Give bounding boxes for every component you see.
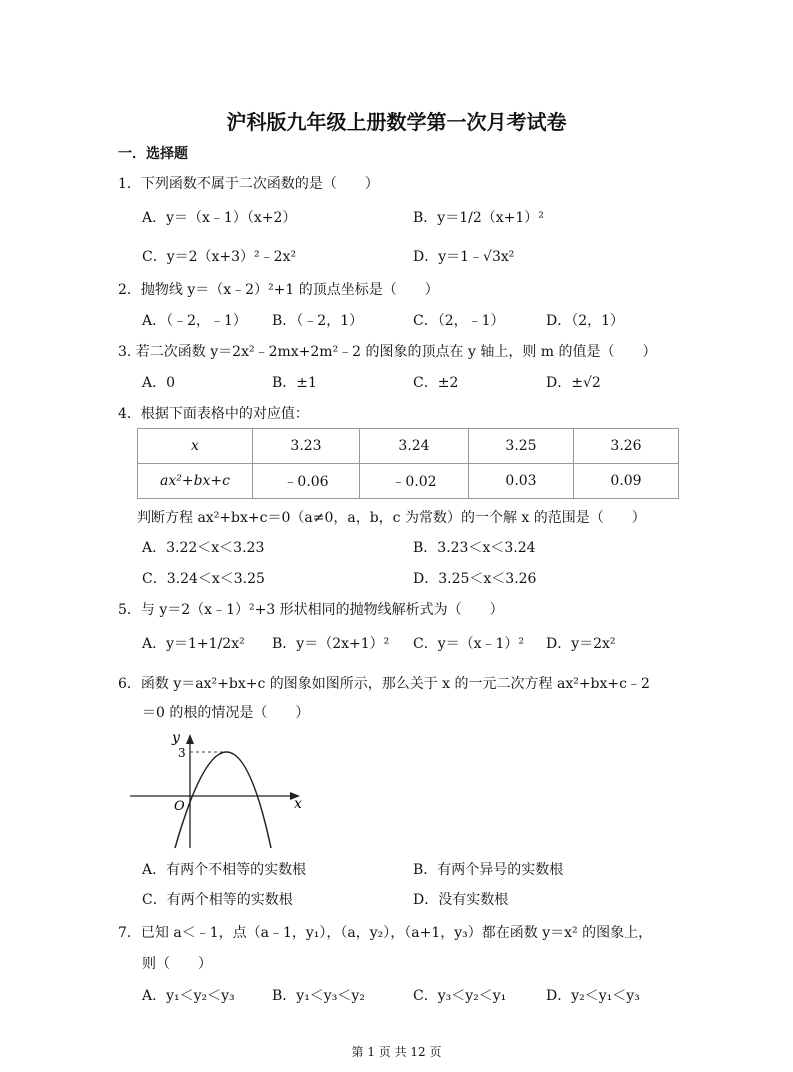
q3-option-b: B．±1 [272,375,317,391]
q2-option-a: A．（﹣2，﹣1） [142,313,247,329]
parabola-graph [130,730,310,850]
table-cell: 3.26 [574,429,679,464]
q1-stem: 1．下列函数不属于二次函数的是（ ） [118,176,379,192]
table-cell: 0.03 [469,464,574,499]
q3-option-d: D．±√2 [546,375,601,391]
q1-option-c: C．y＝2（x+3）²﹣2x² [142,249,297,265]
section-heading: 一．选择题 [118,146,188,162]
q5-option-d: D．y＝2x² [546,636,616,652]
q6-option-b: B．有两个异号的实数根 [413,862,564,878]
table-cell: 3.25 [469,429,574,464]
value-table [137,428,679,499]
q4-option-d: D．3.25＜x＜3.26 [413,571,537,587]
table-cell: x [138,429,253,464]
q5-option-b: B．y＝（2x+1）² [272,636,390,652]
q7-option-d: D．y₂＜y₁＜y₃ [546,988,640,1004]
q5-option-a: A．y＝1+1/2x² [142,636,245,652]
q7-stem-line1: 7．已知 a＜﹣1，点（a﹣1，y₁），（a，y₂），（a+1，y₃）都在函数 y＝x² 的图象上， [118,925,653,941]
q4-judge: 判断方程 ax²+bx+c＝0（a≠0，a，b，c 为常数）的一个解 x 的范围是（ ） [137,510,646,526]
q6-option-c: C．有两个相等的实数根 [142,892,293,908]
q1-option-d: D．y＝1﹣√3x² [413,249,515,265]
q3-option-c: C．±2 [413,375,459,391]
table-cell: ax²+bx+c [138,464,253,499]
q6-stem-line1: 6．函数 y＝ax²+bx+c 的图象如图所示，那么关于 x 的一元二次方程 ax²+bx+c﹣2 [118,676,650,692]
q3-option-a: A．0 [142,375,176,391]
q4-stem: 4．根据下面表格中的对应值： [118,406,309,422]
q5-option-c: C．y＝（x﹣1）² [413,636,525,652]
q3-stem: 3. 若二次函数 y＝2x²﹣2mx+2m²﹣2 的图象的顶点在 y 轴上，则 m 的值是（ ） [118,344,657,360]
q1-option-b: B．y＝1/2（x+1）² [413,210,544,226]
q2-option-c: C．（2，﹣1） [413,313,505,329]
q7-option-b: B．y₁＜y₃＜y₂ [272,988,365,1004]
tick-label-3: 3 [178,746,186,760]
x-axis-label: x [294,796,302,812]
table-row [138,429,679,464]
table-cell: 3.24 [360,429,469,464]
page-footer: 第 1 页 共 12 页 [351,1045,442,1059]
q7-option-a: A．y₁＜y₂＜y₃ [142,988,235,1004]
table-cell: ﹣0.06 [253,464,360,499]
page-title: 沪科版九年级上册数学第一次月考试卷 [226,110,567,134]
q7-option-c: C．y₃＜y₂＜y₁ [413,988,507,1004]
table-cell: ﹣0.02 [360,464,469,499]
q6-option-a: A．有两个不相等的实数根 [142,862,307,878]
q6-stem-line2: ＝0 的根的情况是（ ） [142,705,310,721]
y-axis-arrow-icon [186,734,194,744]
q4-option-c: C．3.24＜x＜3.25 [142,571,265,587]
q4-option-a: A．3.22＜x＜3.23 [142,540,265,556]
table-row [138,464,679,499]
table-cell: 3.23 [253,429,360,464]
q6-option-d: D．没有实数根 [413,892,509,908]
table-cell: 0.09 [574,464,679,499]
q4-option-b: B．3.23＜x＜3.24 [413,540,536,556]
q2-option-b: B．（﹣2，1） [272,313,364,329]
q2-stem: 2．抛物线 y＝（x﹣2）²+1 的顶点坐标是（ ） [118,282,439,298]
q7-stem-line2: 则（ ） [142,956,212,972]
q5-stem: 5．与 y＝2（x﹣1）²+3 形状相同的抛物线解析式为（ ） [118,602,504,618]
q1-option-a: A．y＝（x﹣1）（x+2） [142,210,297,226]
q2-option-d: D．（2，1） [546,313,625,329]
origin-label: O [174,799,185,814]
y-axis-label: y [172,730,180,746]
